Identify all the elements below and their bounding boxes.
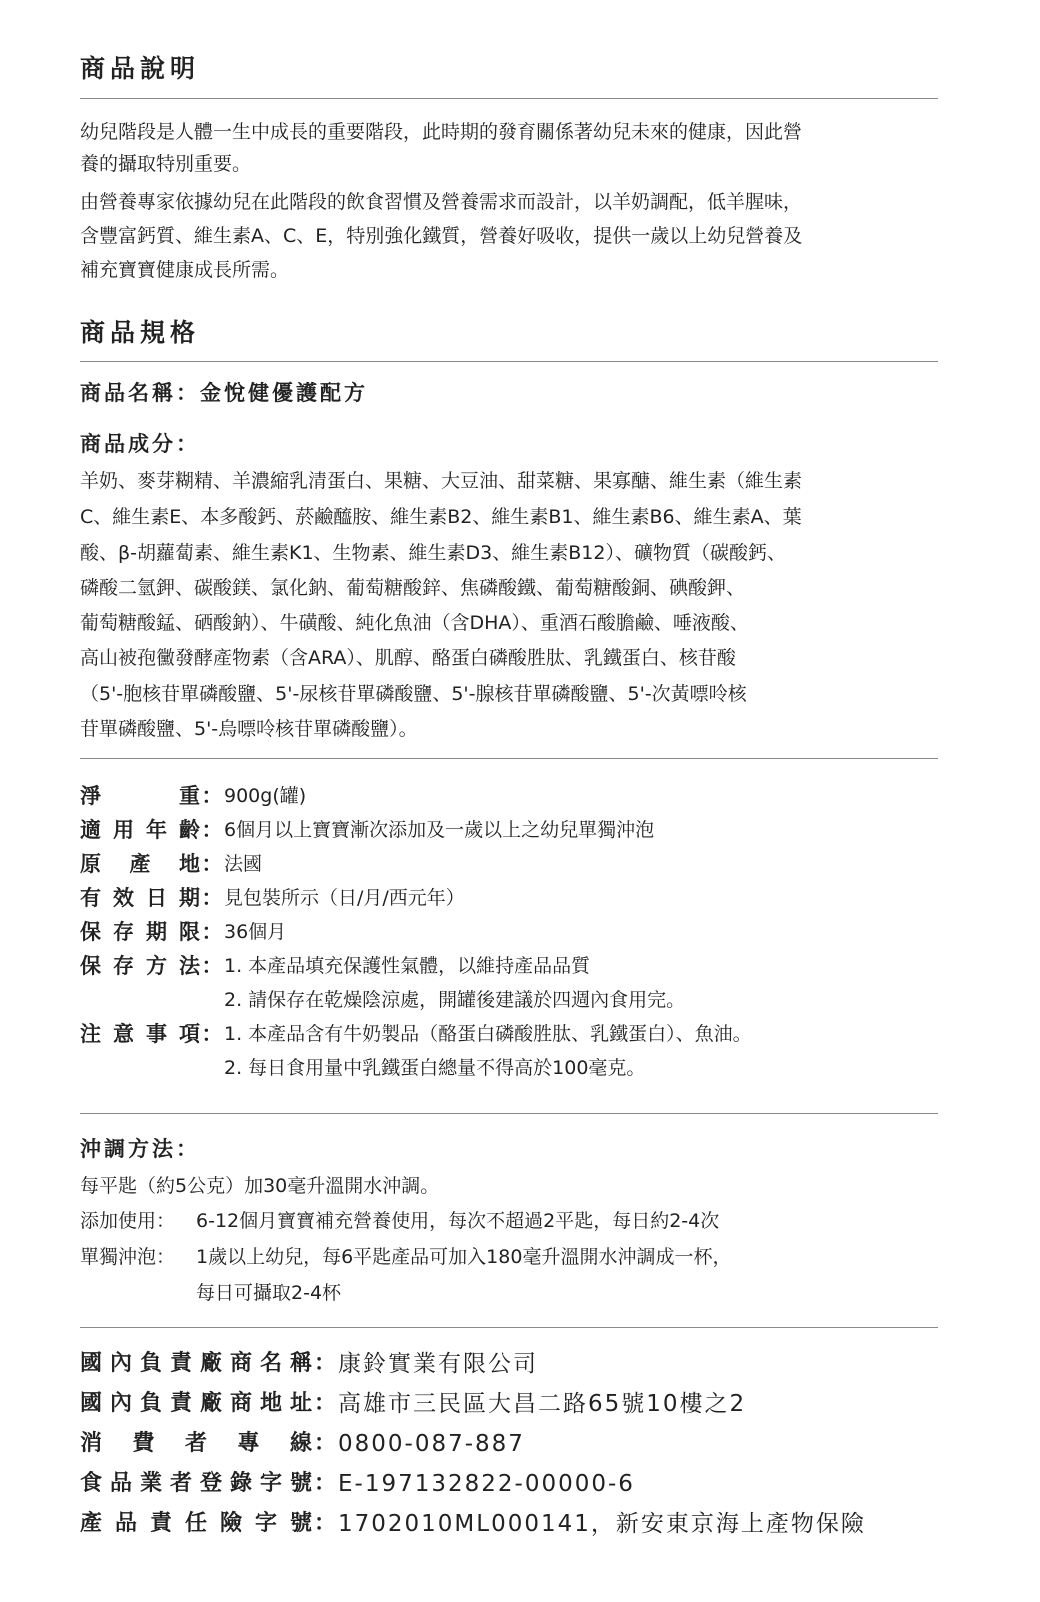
- spec-colon: ：: [201, 852, 223, 876]
- spec-value: 法國: [224, 853, 263, 875]
- vendor-label: 國內負責廠商名稱: [80, 1351, 312, 1376]
- spec-label: 保存期限: [80, 920, 200, 944]
- vendor-row-name: [80, 1344, 1000, 1384]
- spec-value: 2. 請保存在乾燥陰涼處，開罐後建議於四週內食用完。: [224, 989, 686, 1011]
- vendor-colon: ：: [313, 1511, 336, 1536]
- divider: [80, 758, 938, 759]
- vendor-row-address: [80, 1384, 1000, 1424]
- ingredients-label: 商品成分：: [80, 432, 200, 456]
- spec-value: 2. 每日食用量中乳鐵蛋白總量不得高於100毫克。: [224, 1057, 646, 1079]
- ingredients-line: 苷單磷酸鹽、5'-烏嘌呤核苷單磷酸鹽）。: [80, 718, 418, 740]
- spec-label: 保存方法: [80, 954, 200, 978]
- spec-colon: ：: [201, 1022, 223, 1046]
- spec-table: [80, 779, 980, 1085]
- description-line: 補充寶寶健康成長所需。: [80, 259, 290, 281]
- spec-label: 注意事項: [80, 1022, 200, 1046]
- description-line: 幼兒階段是人體一生中成長的重要階段，此時期的發育關係著幼兒未來的健康，因此營: [80, 121, 803, 143]
- mixing-title: 沖調方法：: [80, 1137, 200, 1161]
- vendor-label: 食品業者登錄字號: [80, 1471, 312, 1496]
- ingredients-line: 羊奶、麥芽糊精、羊濃縮乳清蛋白、果糖、大豆油、甜菜糖、果寡醣、維生素（維生素: [80, 470, 803, 492]
- vendor-label: 消費者專線: [80, 1431, 312, 1456]
- vendor-label: 國內負責廠商地址: [80, 1391, 312, 1416]
- divider: [80, 361, 938, 362]
- spec-label: 有效日期: [80, 886, 200, 910]
- spec-row-notes-cont: [80, 1051, 980, 1085]
- spec-colon: ：: [201, 784, 223, 808]
- spec-value: 36個月: [224, 921, 287, 943]
- mixing-value: 1歲以上幼兒，每6平匙產品可加入180毫升溫開水沖調成一杯，: [196, 1246, 732, 1268]
- divider: [80, 1327, 938, 1328]
- spec-value: 見包裝所示（日/月/西元年）: [224, 887, 465, 909]
- mixing-row-standalone: [80, 1239, 980, 1275]
- vendor-colon: ：: [313, 1351, 336, 1376]
- mixing-row-standalone-cont: [80, 1275, 980, 1311]
- spec-row-origin: [80, 847, 980, 881]
- mixing-table: [80, 1203, 980, 1311]
- spec-value: 1. 本產品含有牛奶製品（酪蛋白磷酸胜肽、乳鐵蛋白）、魚油。: [224, 1023, 752, 1045]
- spec-row-expiry: [80, 881, 980, 915]
- description-line: 由營養專家依據幼兒在此階段的飲食習慣及營養需求而設計，以羊奶調配，低羊腥味，: [80, 191, 803, 213]
- vendor-value: 0800-087-887: [338, 1431, 525, 1457]
- vendor-value: 康鈴實業有限公司: [338, 1351, 538, 1377]
- spec-title: 商品規格: [80, 318, 201, 347]
- vendor-colon: ：: [313, 1391, 336, 1416]
- vendor-value: 高雄市三民區大昌二路65號10樓之2: [338, 1391, 747, 1417]
- mixing-value: 每日可攝取2-4杯: [196, 1282, 342, 1304]
- ingredients-line: 葡萄糖酸錳、硒酸鈉）、牛磺酸、純化魚油（含DHA）、重酒石酸膽鹼、唾液酸、: [80, 612, 749, 634]
- spec-colon: ：: [201, 954, 223, 978]
- description-line: 養的攝取特別重要。: [80, 153, 252, 175]
- spec-value: 6個月以上寶寶漸次添加及一歲以上之幼兒單獨沖泡: [224, 819, 655, 841]
- spec-label: 淨重: [80, 784, 200, 808]
- spec-colon: ：: [201, 920, 223, 944]
- vendor-table: [80, 1344, 1000, 1544]
- spec-colon: ：: [201, 818, 223, 842]
- spec-row-storage: [80, 949, 980, 983]
- spec-row-storage-cont: [80, 983, 980, 1017]
- mixing-label: 單獨沖泡：: [80, 1246, 176, 1268]
- mixing-label: 添加使用：: [80, 1210, 176, 1232]
- description-title: 商品說明: [80, 54, 201, 83]
- vendor-row-registration: [80, 1464, 1000, 1504]
- description-line: 含豐富鈣質、維生素A、C、E，特別強化鐵質，營養好吸收，提供一歲以上幼兒營養及: [80, 225, 803, 247]
- spec-row-net-weight: [80, 779, 980, 813]
- ingredients-line: 高山被孢黴發酵產物素（含ARA）、肌醇、酪蛋白磷酸胜肽、乳鐵蛋白、核苷酸: [80, 647, 736, 669]
- divider: [80, 98, 938, 99]
- ingredients-line: （5'-胞核苷單磷酸鹽、5'-尿核苷單磷酸鹽、5'-腺核苷單磷酸鹽、5'-次黃嘌呤核: [80, 683, 747, 705]
- vendor-row-hotline: [80, 1424, 1000, 1464]
- spec-value: 1. 本產品填充保護性氣體，以維持產品品質: [224, 955, 591, 977]
- vendor-row-insurance: [80, 1504, 1000, 1544]
- product-name: 商品名稱：金悅健優護配方: [80, 381, 368, 405]
- vendor-value: E-197132822-00000-6: [338, 1471, 635, 1497]
- vendor-value: 1702010ML000141，新安東京海上產物保險: [338, 1511, 866, 1537]
- spec-row-age: [80, 813, 980, 847]
- vendor-label: 產品責任險字號: [80, 1511, 312, 1536]
- ingredients-line: C、維生素E、本多酸鈣、菸鹼醯胺、維生素B2、維生素B1、維生素B6、維生素A、葉: [80, 506, 802, 528]
- spec-value: 900g(罐): [224, 785, 307, 807]
- ingredients-line: 酸、β-胡蘿蔔素、維生素K1、生物素、維生素D3、維生素B12）、礦物質（碳酸鈣、: [80, 542, 786, 564]
- vendor-colon: ：: [313, 1431, 336, 1456]
- spec-label: 原產地: [80, 852, 200, 876]
- vendor-colon: ：: [313, 1471, 336, 1496]
- spec-label: 適用年齡: [80, 818, 200, 842]
- spec-row-notes: [80, 1017, 980, 1051]
- mixing-line: 每平匙（約5公克）加30毫升溫開水沖調。: [80, 1175, 440, 1197]
- spec-colon: ：: [201, 886, 223, 910]
- mixing-value: 6-12個月寶寶補充營養使用，每次不超過2平匙，每日約2-4次: [196, 1210, 720, 1232]
- divider: [80, 1113, 938, 1114]
- mixing-row-supplement: [80, 1203, 980, 1239]
- ingredients-line: 磷酸二氫鉀、碳酸鎂、氯化鈉、葡萄糖酸鋅、焦磷酸鐵、葡萄糖酸銅、碘酸鉀、: [80, 577, 746, 599]
- spec-row-shelf-life: [80, 915, 980, 949]
